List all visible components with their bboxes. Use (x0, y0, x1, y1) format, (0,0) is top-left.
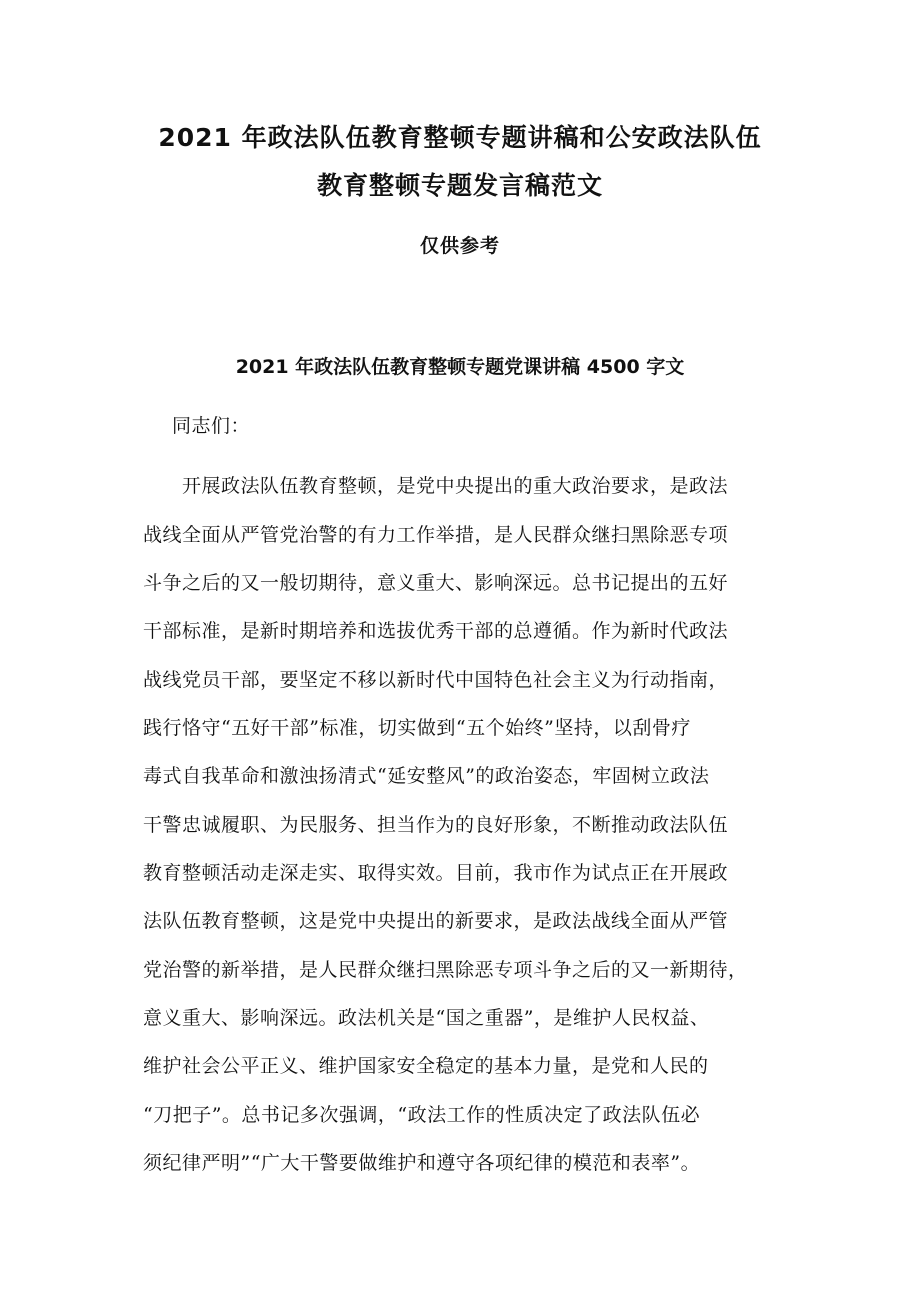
body-line: 党治警的新举措，是人民群众继扫黑除恶专项斗争之后的又一新期待， (143, 959, 748, 981)
body-line: 干部标准，是新时期培养和选拔优秀干部的总遵循。作为新时代政法 (143, 620, 729, 642)
body-line: 践行恪守“五好干部”标准，切实做到“五个始终”坚持，以刮骨疗 (143, 717, 691, 739)
body-line: “刀把子”。总书记多次强调，“政法工作的性质决定了政法队伍必 (143, 1104, 701, 1126)
body-line: 意义重大、影响深远。政法机关是“国之重器”，是维护人民权益、 (143, 1007, 710, 1029)
body-line: 须纪律严明”“广大干警要做维护和遵守各项纪律的模范和表率”。 (143, 1152, 701, 1174)
body-line: 战线党员干部，要坚定不移以新时代中国特色社会主义为行动指南， (143, 669, 729, 691)
section-heading: 2021 年政法队伍教育整顿专题党课讲稿 4500 字文 (235, 356, 685, 378)
document-title-line-2: 教育整顿专题发言稿范文 (316, 171, 603, 200)
document-title-line-1: 2021 年政法队伍教育整顿专题讲稿和公安政法队伍 (158, 123, 762, 152)
body-line: 战线全面从严管党治警的有力工作举措，是人民群众继扫黑除恶专项 (143, 524, 729, 546)
body-line: 法队伍教育整顿，这是党中央提出的新要求，是政法战线全面从严管 (143, 910, 729, 932)
body-line: 维护社会公平正义、维护国家安全稳定的基本力量，是党和人民的 (143, 1055, 709, 1077)
salutation: 同志们： (172, 415, 251, 437)
body-line: 斗争之后的又一般切期待，意义重大、影响深远。总书记提出的五好 (143, 572, 729, 594)
body-line: 毒式自我革命和激浊扬清式“延安整风”的政治姿态，牢固树立政法 (143, 765, 710, 787)
body-line: 开展政法队伍教育整顿，是党中央提出的重大政治要求，是政法 (143, 475, 729, 497)
body-line: 教育整顿活动走深走实、取得实效。目前，我市作为试点正在开展政 (143, 862, 729, 884)
reference-only-note: 仅供参考 (419, 235, 500, 257)
body-line: 干警忠诚履职、为民服务、担当作为的良好形象，不断推动政法队伍 (143, 814, 729, 836)
